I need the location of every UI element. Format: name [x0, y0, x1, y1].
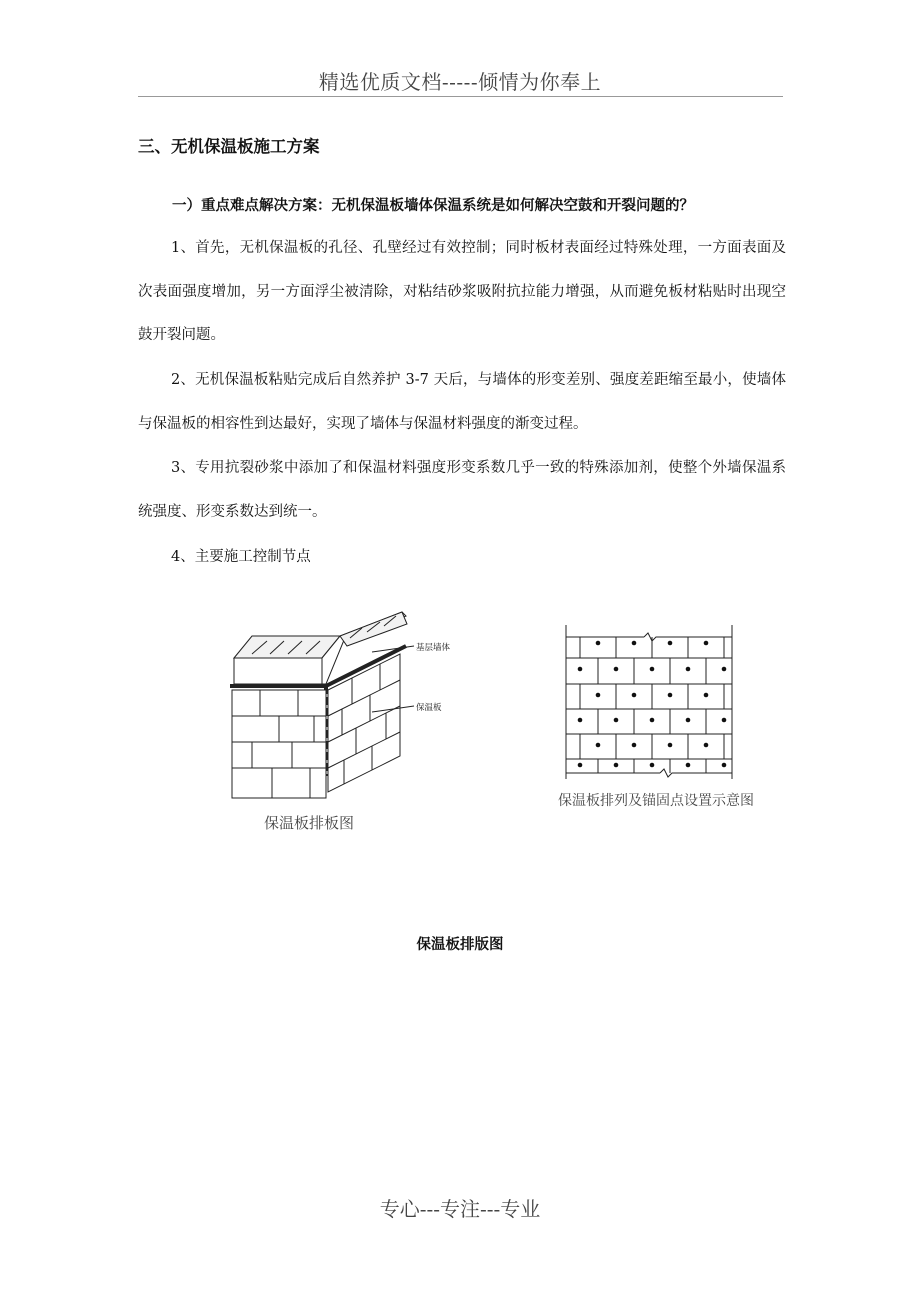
anchor-layout-figure [560, 623, 745, 781]
left-figure-caption: 保温板排板图 [264, 814, 355, 832]
board-label: 保温板 [416, 703, 442, 713]
right-figure-caption: 保温板排列及锚固点设置示意图 [558, 793, 754, 809]
wall-label: 基层墙体 [416, 643, 451, 653]
paragraph-3: 3、专用抗裂砂浆中添加了和保温材料强度形变系数几乎一致的特殊添加剂，使整个外墙保温系统强度、形变系数达到统一。 [138, 460, 786, 520]
page-header: 精选优质文档-----倾情为你奉上 [318, 70, 602, 94]
page-footer: 专心---专注---专业 [379, 1197, 541, 1221]
section-title: 三、无机保温板施工方案 [138, 137, 320, 156]
insulation-board-layout-figure [222, 606, 497, 806]
paragraph-4: 4、主要施工控制节点 [171, 549, 311, 565]
header-divider [138, 96, 783, 97]
paragraph-2: 2、无机保温板粘贴完成后自然养护 3-7 天后，与墙体的形变差别、强度差距缩至最小，使墙体与保温板的相容性到达最好，实现了墙体与保温材料强度的渐变过程。 [138, 372, 786, 432]
paragraph-1: 1、首先，无机保温板的孔径、孔壁经过有效控制；同时板材表面经过特殊处理，一方面表面及次表面强度增加，另一方面浮尘被清除，对粘结砂浆吸附抗拉能力增强，从而避免板材粘贴时出现空鼓开裂问题。 [138, 240, 786, 343]
subsection-title: 一）重点难点解决方案：无机保温板墙体保温系统是如何解决空鼓和开裂问题的？ [172, 198, 694, 214]
figure-title: 保温板排版图 [416, 937, 504, 953]
